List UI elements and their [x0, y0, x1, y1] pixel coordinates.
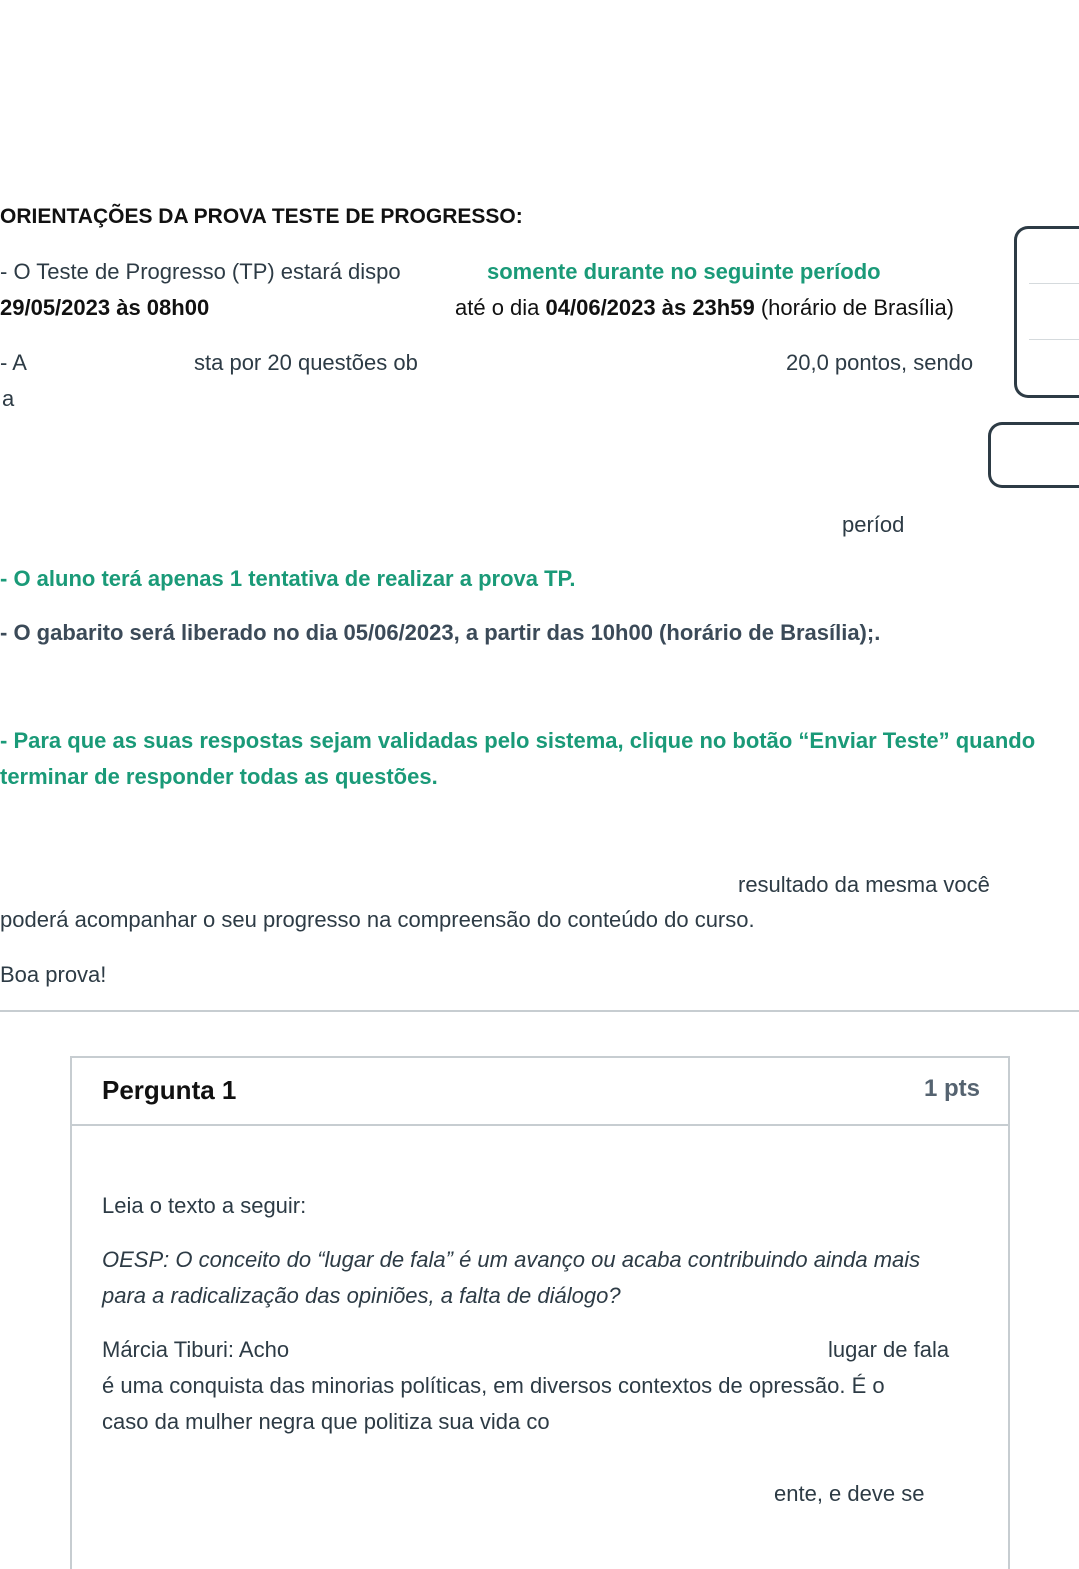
period-fragment: períod [842, 512, 905, 537]
answer-text-line3: caso da mulher negra que politiza sua vida co [102, 1409, 550, 1434]
end-date-prefix: até o dia [455, 295, 546, 320]
side-button[interactable] [988, 422, 1079, 488]
result-fragment: resultado da mesma você [738, 872, 990, 897]
side-panel-divider [1029, 339, 1079, 340]
composition-text-b: sta por 20 questões ob [194, 350, 418, 375]
side-panel[interactable] [1014, 226, 1079, 398]
attempts-notice: - O aluno terá apenas 1 tentativa de realizar a prova TP. [0, 566, 576, 591]
availability-text: - O Teste de Progresso (TP) estará dispo [0, 259, 401, 284]
question-title: Pergunta 1 [102, 1075, 237, 1105]
progress-text: poderá acompanhar o seu progresso na compreensão do conteúdo do curso. [0, 907, 755, 932]
answer-text-b: lugar de fala [828, 1337, 950, 1362]
question-quote-line1: OESP: O conceito do “lugar de fala” é um avanço ou acaba contribuindo ainda mais [102, 1247, 921, 1272]
composition-text-a: - A [0, 350, 27, 375]
question-quote-line2: para a radicalização das opiniões, a falta de diálogo? [102, 1283, 621, 1308]
answer-key-notice: - O gabarito será liberado no dia 05/06/2023, a partir das 10h00 (horário de Brasília);. [0, 620, 881, 645]
question-intro: Leia o texto a seguir: [102, 1193, 307, 1218]
composition-text-c: 20,0 pontos, sendo [786, 350, 974, 375]
section-divider [0, 1010, 1079, 1012]
composition-text-d: a [2, 386, 15, 411]
answer-text-line4: ente, e deve se [774, 1481, 925, 1506]
availability-highlight: somente durante no seguinte período [487, 259, 881, 284]
instructions-heading: ORIENTAÇÕES DA PROVA TESTE DE PROGRESSO: [0, 205, 523, 228]
end-date-suffix: (horário de Brasília) [754, 295, 955, 320]
good-luck-text: Boa prova! [0, 962, 107, 987]
question-card [70, 1056, 1010, 1569]
submit-notice-line2: terminar de responder todas as questões. [0, 764, 438, 789]
answer-text-line2: é uma conquista das minorias políticas, em diversos contextos de opressão. É o [102, 1373, 885, 1398]
answer-text-a: Márcia Tiburi: Acho [102, 1337, 290, 1362]
question-header [72, 1058, 1008, 1126]
end-date-line [455, 293, 954, 323]
submit-notice-line1: - Para que as suas respostas sejam validadas pelo sistema, clique no botão “Enviar Teste” quando [0, 728, 1036, 753]
question-points: 1 pts [923, 1075, 980, 1102]
start-date: 29/05/2023 às 08h00 [0, 295, 210, 320]
end-date: 04/06/2023 às 23h59 [545, 295, 755, 320]
side-panel-divider [1029, 283, 1079, 284]
